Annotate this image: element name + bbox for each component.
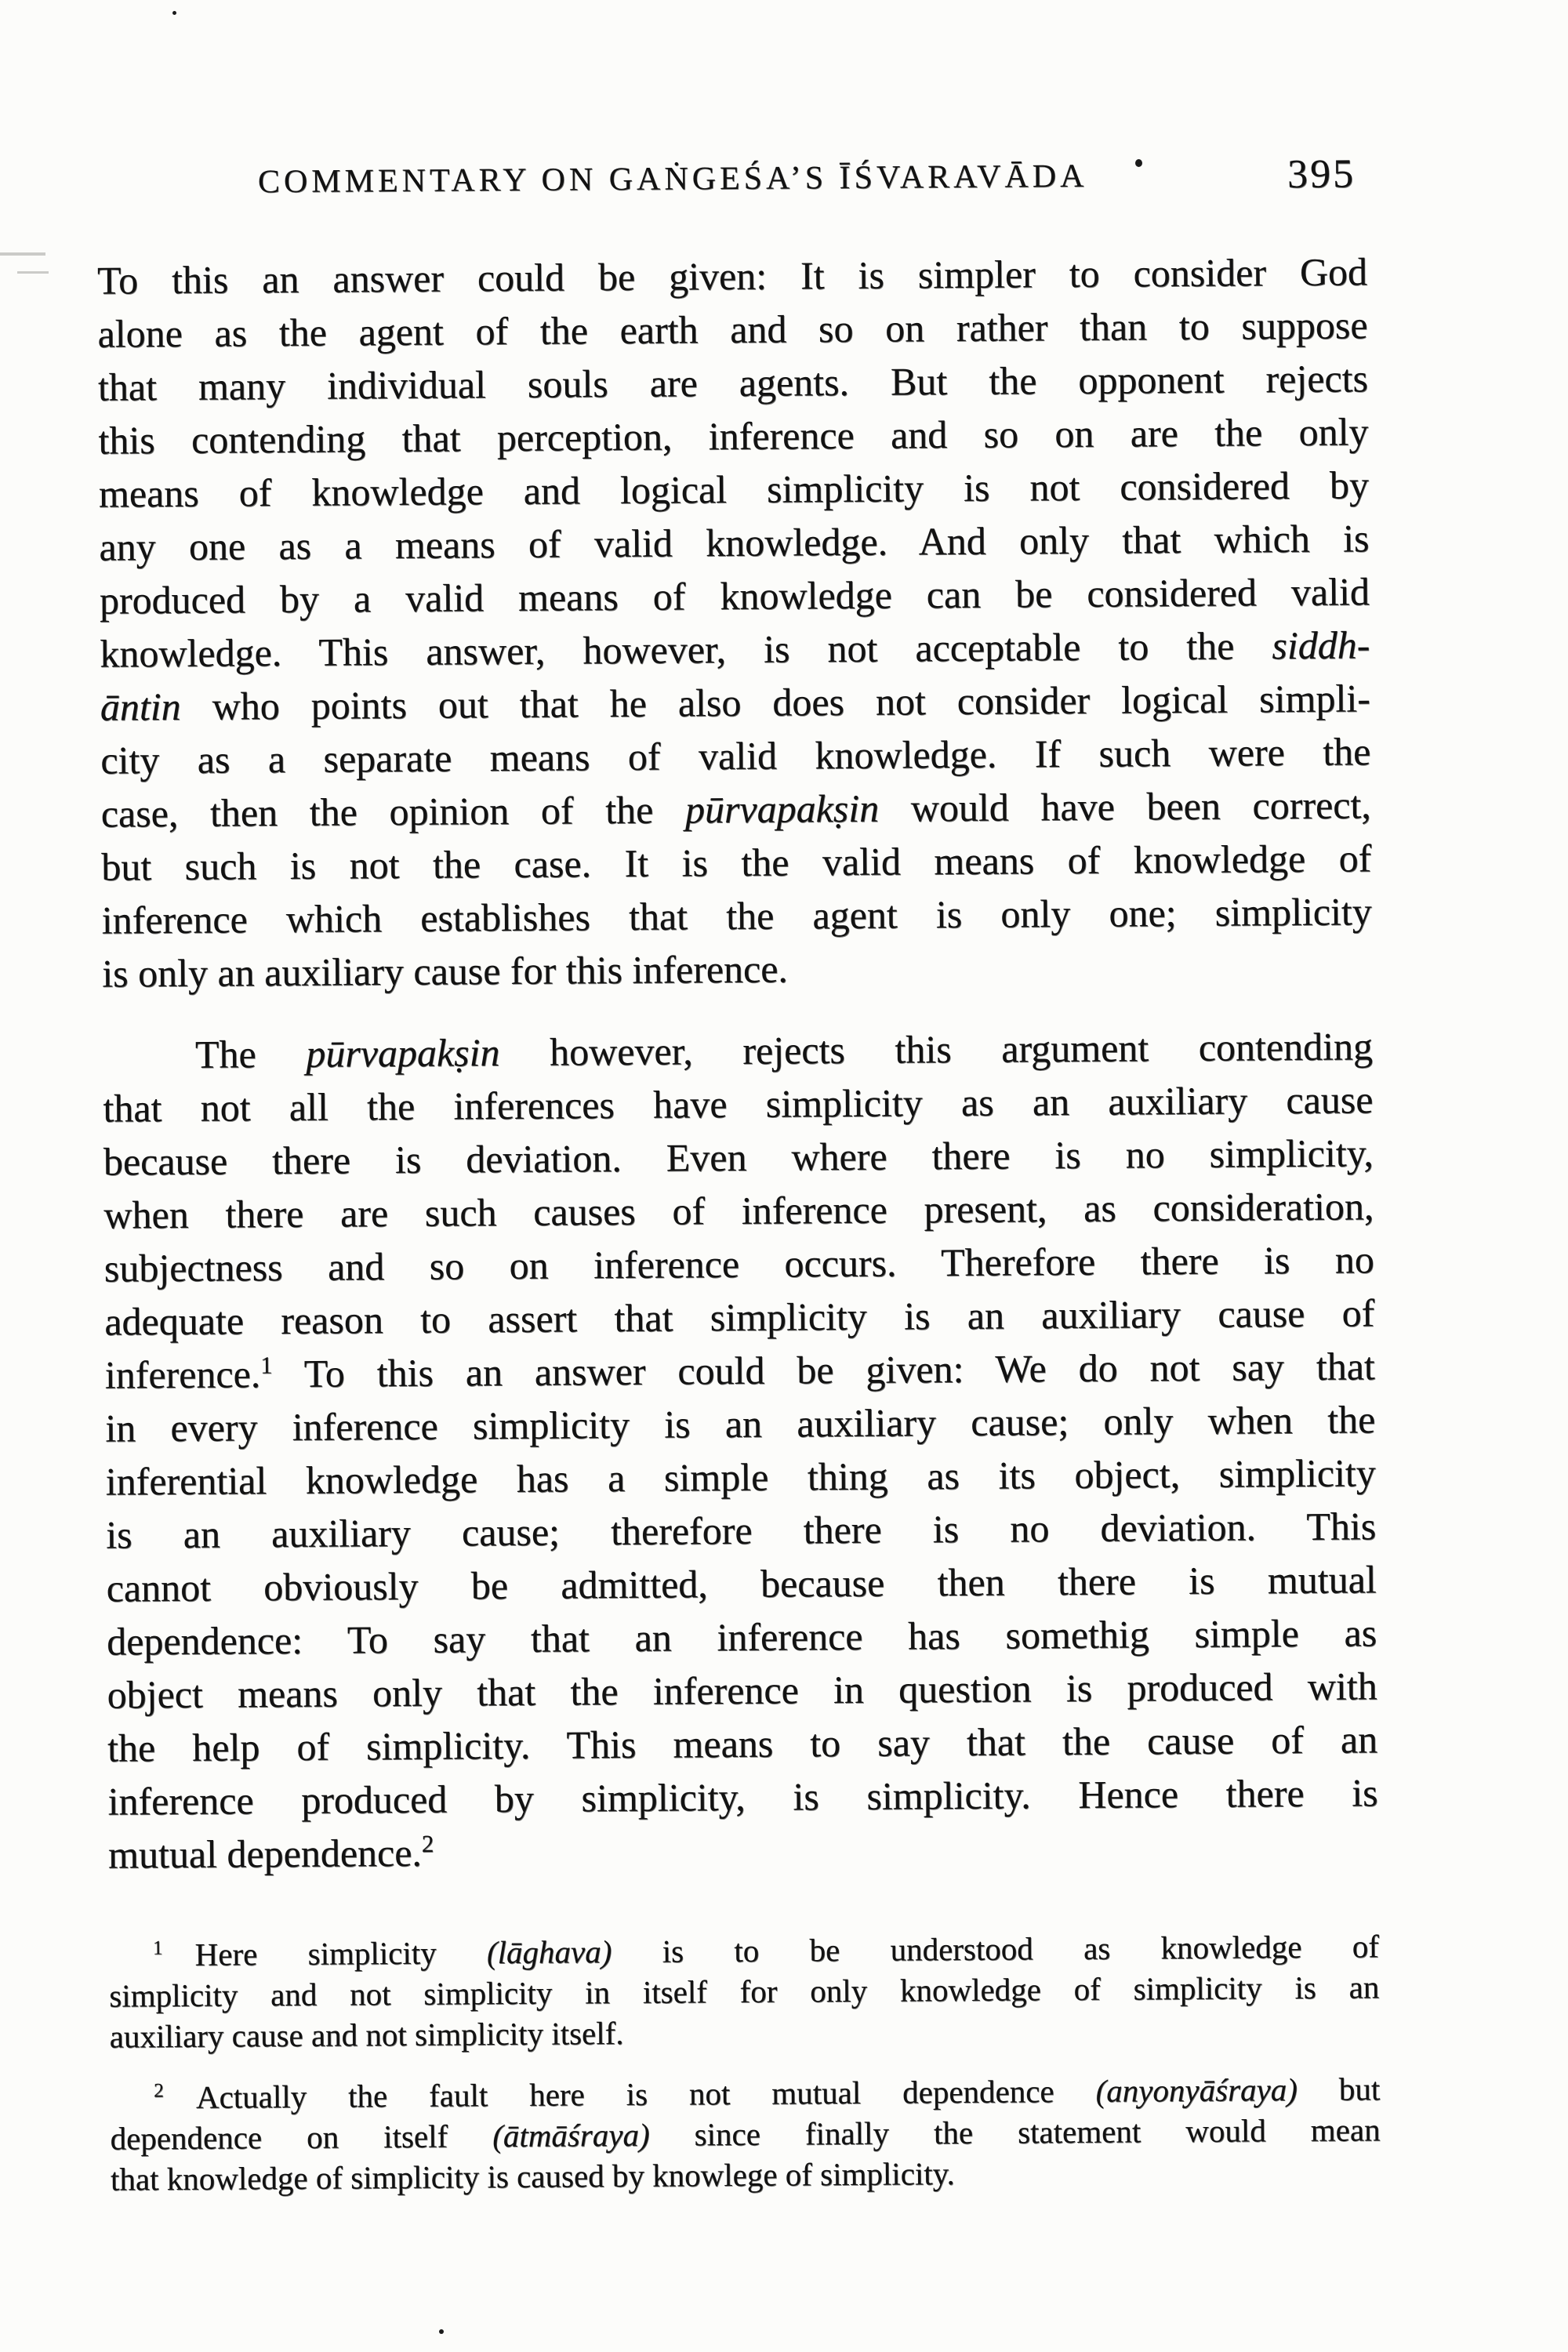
text-run: inference. [104,1352,261,1397]
text-run: subjectness and so on inference occurs. Therefore there is no [103,1237,1375,1290]
text-run: To this an answer could be given: It is simpler to consider God [96,249,1368,303]
text-line [100,618,1370,680]
italic-term: siddh- [1272,622,1370,668]
footnotes [109,1926,1381,2199]
text-run: would have been correct, [878,782,1372,830]
text-run: any one as a means of valid knowledge. And only that which is [99,516,1370,569]
text-line [101,778,1371,840]
text-run: since finally the statement would mean [649,2111,1381,2153]
italic-term: pūrvapakṣin [306,1030,500,1076]
text-run: but [1297,2071,1381,2108]
text-run: The [194,1031,307,1076]
text-run: dependence: To say that an inference has somethig simple as [107,1610,1377,1664]
text-line [101,831,1371,893]
italic-term: (lāghava) [486,1933,612,1971]
text-run: cannot obviously be admitted, because then there is mutual [106,1557,1377,1610]
text-line [106,1446,1376,1508]
scan-speck [172,11,176,15]
text-run: To this an answer could be given: We do not say that [272,1344,1376,1396]
text-run: however, rejects this argument contending [499,1024,1374,1075]
page-title: COMMENTARY ON GAṄGEŚA’S ĪŚVARAVĀDA [257,158,1088,201]
text-line [105,1339,1375,1401]
text-run: is to be understood as knowledge of [612,1928,1380,1970]
text-line [106,1499,1376,1561]
footnote-marker: 2 [154,2079,165,2102]
text-line [110,2007,1380,2056]
text-run: because there is deviation. Even where there is no simplicity, [103,1131,1374,1184]
text-run: is only an auxiliary cause for this inference. [102,946,789,996]
text-line [105,1392,1375,1454]
text-run: adequate reason to assert that simplicity is an auxiliary cause of [104,1290,1375,1344]
text-line [98,351,1368,413]
text-run: mutual dependence. [107,1830,423,1877]
text-run: alone as the agent of the earth and so on rather than to suppose [97,303,1368,356]
scan-smudge [17,271,49,274]
text-line [108,1819,1378,1881]
text-run: Actually the fault here is not mutual dependence [163,2072,1096,2116]
text-run: knowledge. This answer, however, is not acceptable to the [100,623,1272,676]
footnote-marker: 1 [152,1936,163,1959]
text-run: inference produced by simplicity, is simplicity. Hence there is [107,1770,1378,1824]
running-header [96,151,1367,219]
text-run: is an auxiliary cause; therefore there is no deviation. This [106,1504,1377,1557]
footnote-marker: 2 [421,1830,434,1858]
scan-speck [439,2329,444,2334]
text-run: auxiliary cause and not simplicity itself. [109,2015,624,2055]
text-line [98,405,1368,466]
text-line [111,2150,1381,2199]
text-line [107,1712,1377,1774]
text-run: inference which establishes that the agent is only one; simplicity [101,889,1372,942]
text-run: in every inference simplicity is an auxiliary cause; only when the [105,1397,1376,1450]
text-run: this contending that perception, inference and so on are the only [98,409,1369,463]
scan-speck [1135,159,1142,167]
text-line [102,884,1372,946]
text-line [97,245,1367,307]
text-line [100,564,1370,626]
text-run: means of knowledge and logical simplicity is not considered by [98,463,1370,516]
text-run: Here simplicity [162,1934,488,1973]
body-text [97,245,1378,1881]
text-line [103,1179,1374,1241]
footnote-marker: 1 [260,1351,273,1379]
text-run: the help of simplicity. This means to say that the cause of an [107,1717,1378,1770]
text-run: that knowledge of simplicity is caused by knowlege of simplicity. [110,2155,955,2198]
text-run: case, then the opinion of the [100,787,686,836]
page-content [96,0,1382,2352]
text-run: inferential knowledge has a simple thing as its object, simplicity [105,1450,1376,1504]
body-paragraph-1 [97,245,1373,1000]
text-run: when there are such causes of inference present, as consideration, [103,1184,1374,1237]
text-run: simplicity and not simplicity in itself for only knowledge of simplicity is an [109,1969,1380,2014]
body-paragraph-2 [103,1019,1379,1881]
text-line [103,1073,1373,1134]
italic-term: pūrvapakṣin [684,786,880,832]
text-run: produced by a valid means of knowledge can be considered valid [99,569,1370,622]
text-run: that many individual souls are agents. But the opponent rejects [97,356,1369,409]
footnote-1 [109,1926,1380,2056]
text-run: object means only that the inference in question is produced with [107,1664,1377,1717]
text-line [99,458,1369,520]
text-run: who points out that he also does not consider logical simpli- [180,676,1371,728]
italic-term: (ātmāśraya) [492,2116,650,2154]
text-line [107,1606,1377,1668]
text-line [104,1286,1374,1348]
text-line [107,1766,1377,1828]
text-run: but such is not the case. It is the valid means of knowledge of [101,836,1372,889]
italic-term: āntin [100,684,181,729]
page-number: 395 [1287,151,1356,198]
scan-smudge [0,252,45,256]
text-line [97,298,1367,360]
italic-term: (anyonyāśraya) [1095,2071,1298,2109]
text-line [99,511,1369,573]
text-run: that not all the inferences have simplicity as an auxiliary cause [103,1077,1374,1131]
text-line [100,724,1370,786]
text-line [103,1126,1374,1188]
text-line [107,1552,1377,1614]
text-line [100,671,1370,733]
text-run: city as a separate means of valid knowledge. If such were the [100,729,1371,782]
text-line [104,1232,1374,1294]
text-line [107,1659,1377,1721]
text-line [103,1019,1373,1081]
text-run: dependence on itself [110,2118,493,2157]
footnote-2 [110,2068,1381,2199]
text-line [102,938,1372,1000]
